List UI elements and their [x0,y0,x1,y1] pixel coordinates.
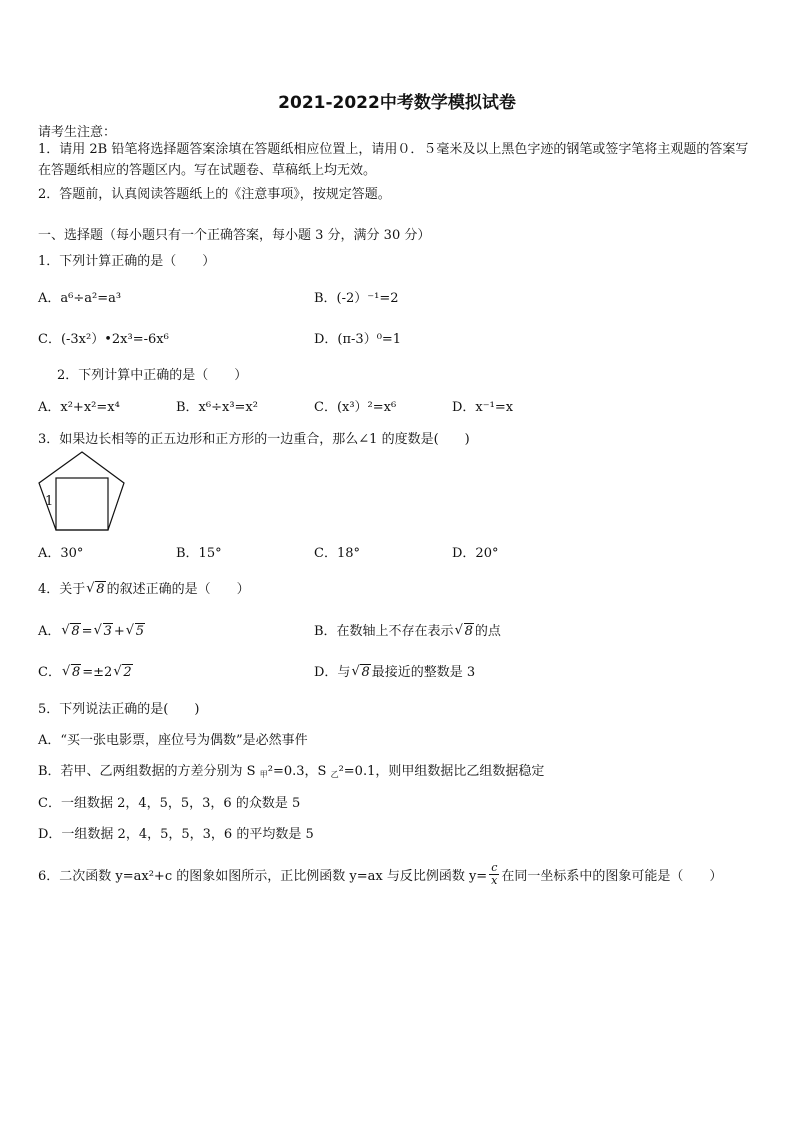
q5-option-d: D．一组数据 2，4，5，5，3，6 的平均数是 5 [38,827,314,842]
q3-option-b: B．15° [176,546,222,561]
q5-b-pre: B．若甲、乙两组数据的方差分别为 S [38,764,260,779]
q6-stem [38,862,722,887]
sqrt-symbol [126,624,145,639]
q4-a-prefix: A． [38,624,61,639]
q2-option-c: C．(x³）²=x⁶ [314,400,397,415]
frac-numerator: c [491,861,498,874]
q3-option-d: D．20° [452,546,499,561]
q4-a-r2: 3 [103,624,112,639]
q3-option-c: C．18° [314,546,360,561]
frac-denominator: x [491,874,498,887]
q5-b-sub1: 甲 [259,770,268,779]
q4-b-suffix: 的点 [474,624,501,639]
q1-option-a: A．a⁶÷a²=a³ [38,291,122,306]
q4-c-r: 2 [123,665,132,680]
q2-stem: 2．下列计算中正确的是（ ） [57,368,248,383]
section-heading: 一、选择题（每小题只有一个正确答案，每小题 3 分，满分 30 分） [38,228,431,243]
square-shape [56,478,108,530]
q5-b-post: ²=0.1，则甲组数据比乙组数据稳定 [338,764,545,779]
q5-option-b [38,760,544,780]
q4-option-c [38,661,134,680]
q3-stem: 3．如果边长相等的正五边形和正方形的一边重合，那么∠1 的度数是( ) [38,432,470,447]
q1-option-c: C．(-3x²）•2x³=-6x⁶ [38,332,169,347]
q5-option-a: A．“买一张电影票，座位号为偶数”是必然事件 [38,733,308,748]
q4-option-b [314,620,501,639]
pentagon-square-figure [36,450,128,532]
q1-option-b: B．(-2）⁻¹=2 [314,291,399,306]
sqrt-symbol [94,624,113,639]
q4-stem-pre: 4．关于 [38,582,86,597]
q4-b-radicand: 8 [464,624,473,639]
q5-stem: 5．下列说法正确的是( ) [38,702,200,717]
q3-option-a: A．30° [38,546,84,561]
q4-c-eq: =± [82,665,105,680]
q2-option-a: A．x²+x²=x⁴ [38,400,120,415]
q5-b-mid: ²=0.3，S [267,764,331,779]
sqrt-symbol [113,665,132,680]
q4-a-radicand: 8 [71,624,80,639]
q4-option-a [38,620,146,639]
q4-d-suffix: 最接近的整数是 3 [371,665,476,680]
q4-a-r3: 5 [135,624,145,639]
q2-option-b: B．x⁶÷x³=x² [176,400,258,415]
notice-item-2: 2．答题前，认真阅读答题纸上的《注意事项》，按规定答题。 [38,187,391,202]
q4-c-prefix: C． [38,665,61,680]
q4-stem [38,578,250,597]
q4-a-eq: = [81,624,93,639]
q4-d-prefix: D．与 [314,665,351,680]
sqrt-symbol [351,665,370,680]
sqrt-symbol [62,665,81,680]
fraction-c-over-x [489,862,499,887]
q4-a-plus: + [113,624,125,639]
sqrt-symbol [61,624,80,639]
notice-heading: 请考生注意： [38,125,117,140]
q4-c-coef: 2 [104,665,113,680]
q5-option-c: C．一组数据 2，4，5，5，3，6 的众数是 5 [38,796,301,811]
pentagon-shape [39,452,124,530]
angle-label: 1 [45,494,54,509]
q4-option-d [314,661,475,680]
page-title: 2021-2022中考数学模拟试卷 [278,93,516,113]
q4-d-radicand: 8 [361,665,370,680]
q6-stem-pre: 6．二次函数 y=ax²+c 的图象如图所示，正比例函数 y=ax 与反比例函数 y= [38,869,488,884]
q4-c-radicand: 8 [71,665,81,680]
q4-radicand: 8 [96,582,105,597]
q1-option-d: D．(π-3）⁰=1 [314,332,402,347]
q6-stem-post: 在同一坐标系中的图象可能是（ ） [501,869,723,884]
sqrt-symbol [86,582,105,597]
notice-item-1: 1．请用 2B 铅笔将选择题答案涂填在答题纸相应位置上，请用０．５毫米及以上黑色字迹的钢笔或签字笔将主观题的答案写在答题纸相应的答题区内。写在试题卷、草稿纸上均无效。 [38,142,749,178]
q4-b-prefix: B．在数轴上不存在表示 [314,624,454,639]
sqrt-symbol [455,624,474,639]
q1-stem: 1．下列计算正确的是（ ） [38,254,216,269]
q4-stem-post: 的叙述正确的是（ ） [106,582,250,597]
q5-b-sub2: 乙 [330,770,339,779]
q2-option-d: D．x⁻¹=x [452,400,514,415]
